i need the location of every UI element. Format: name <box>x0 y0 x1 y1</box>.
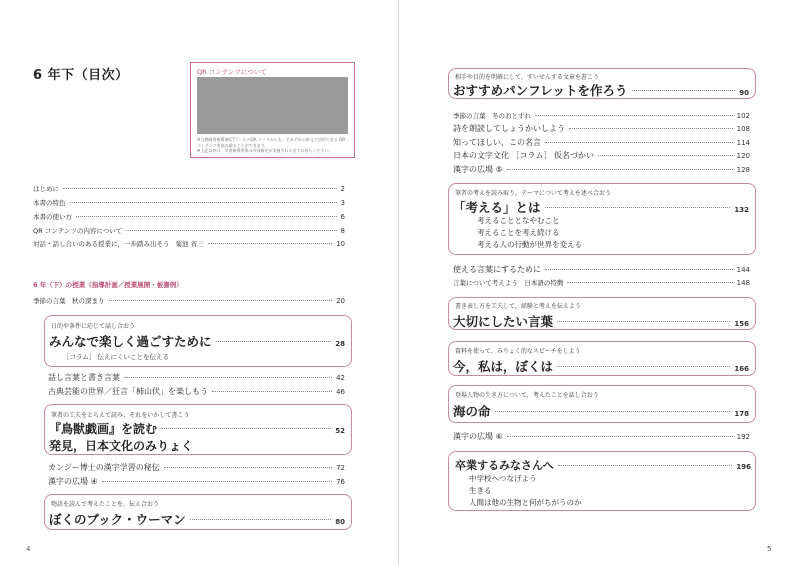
toc-entry-r-list1-2[interactable] <box>453 137 750 148</box>
unit-caption: 書き表し方を工夫して，経験と考えを伝えよう <box>455 303 581 310</box>
leader-dots <box>126 230 336 231</box>
unit-title-row <box>453 198 749 216</box>
unit-title-row <box>49 332 345 350</box>
toc-page: 8 <box>340 227 345 235</box>
toc-page: 2 <box>340 185 345 193</box>
toc-entry-r-list3-0[interactable] <box>453 431 750 442</box>
toc-page: 132 <box>734 206 749 214</box>
toc-page: 166 <box>734 365 749 373</box>
toc-page: 20 <box>336 297 345 305</box>
qr-box-note <box>197 137 350 154</box>
toc-entry-intro-3[interactable] <box>33 226 345 235</box>
qr-note-2: ※上記以外は，学習指導要領の内容指定が実施されるまでお待ちください。 <box>197 148 333 153</box>
unit-title-2: 発見，日本文化のみりょく <box>49 439 194 453</box>
unit-caption: 登場人物の生き方について，考えたことを話し合おう <box>455 392 599 399</box>
leader-dots <box>557 321 730 322</box>
unit-card-r3[interactable] <box>448 297 756 330</box>
toc-page: 128 <box>736 166 750 174</box>
toc-label: 季節の言葉 秋の深まり <box>33 297 105 305</box>
toc-author: 菊池 省三 <box>175 240 204 248</box>
leader-dots <box>495 411 731 412</box>
unit-caption: 筆者の考えを読み取り，テーマについて考えを述べ合おう <box>455 190 611 197</box>
toc-page: 3 <box>340 199 345 207</box>
toc-label: 古典芸能の世界／狂言「柿山伏」を楽しもう <box>48 387 208 396</box>
unit-sub: 中学校へつなげよう <box>469 474 537 483</box>
qr-image-placeholder <box>197 77 348 134</box>
toc-page: 28 <box>335 340 345 348</box>
toc-entry-r-list1-4[interactable] <box>453 164 750 175</box>
toc-page: 178 <box>734 410 749 418</box>
right-page <box>401 0 800 565</box>
unit-title: 大切にしたい言葉 <box>453 314 554 329</box>
toc-entry-r-list1-0[interactable] <box>453 111 750 120</box>
unit-card-3[interactable] <box>44 494 352 530</box>
toc-label: 日本の文字文化 ［コラム］ 仮名づかい <box>453 151 595 160</box>
leader-dots <box>190 519 332 520</box>
section-heading: 6 年（下）の授業（指導計画／授業展開・板書例） <box>33 281 183 289</box>
leader-dots <box>161 428 331 429</box>
unit-title: おすすめパンフレットを作ろう <box>453 83 628 98</box>
unit-caption: 筆者の工夫をとらえて読み，それをいかして書こう <box>51 412 190 419</box>
toc-label: 言葉について考えよう 日本語の特徴 <box>453 279 564 287</box>
toc-page: 90 <box>739 89 749 97</box>
toc-label: 対話・話し合いのある授業に，一歩踏み出そう <box>33 240 170 248</box>
leader-dots <box>545 207 731 208</box>
toc-page: 46 <box>336 388 345 396</box>
unit-card-2[interactable] <box>44 404 352 455</box>
unit-card-r6[interactable] <box>448 451 756 511</box>
leader-dots <box>124 377 332 378</box>
unit-sub: 生きる <box>469 486 492 495</box>
leader-dots <box>76 216 337 217</box>
page-number: 5 <box>767 545 772 553</box>
leader-dots <box>164 467 332 468</box>
unit-card-r5[interactable] <box>448 385 756 423</box>
leader-dots <box>70 202 337 203</box>
leader-dots <box>598 155 733 156</box>
toc-page: 102 <box>736 112 750 120</box>
toc-label: 本書の使い方 <box>33 213 72 221</box>
unit-title-row <box>453 357 749 375</box>
qr-note-1: ※当教師用指導書ICTツールのQR コードからも，それぞれの単元で活用できる QR コンテンツを読み取ることができます。 <box>197 137 346 148</box>
unit-title-row <box>455 457 751 473</box>
toc-page: 52 <box>335 427 345 435</box>
leader-dots <box>109 300 333 301</box>
toc-entry-mid2-1[interactable] <box>48 476 345 487</box>
leader-dots <box>212 391 332 392</box>
unit-title-row <box>453 312 749 330</box>
toc-page: 120 <box>736 152 750 160</box>
toc-entry-r-list1-3[interactable] <box>453 150 750 161</box>
unit-sub: 人間は他の生物と何がちがうのか <box>469 498 582 507</box>
toc-entry-intro-4[interactable] <box>33 239 345 248</box>
unit-title: 「考える」とは <box>453 200 541 215</box>
toc-label: カンジー博士の漢字学習の秘伝 <box>48 463 160 472</box>
toc-entry-r-list2-1[interactable] <box>453 278 750 287</box>
unit-caption: 日的や条件に応じて話し合おう <box>51 323 136 330</box>
leader-dots <box>535 115 733 116</box>
leader-dots <box>63 188 337 189</box>
leader-dots <box>545 269 733 270</box>
toc-page: 148 <box>736 279 750 287</box>
leader-dots <box>632 90 736 91</box>
toc-label: 漢字の広場 ④ <box>48 477 98 486</box>
toc-label: 本書の特色 <box>33 199 66 207</box>
toc-label: QR コンテンツの内容について <box>33 227 123 235</box>
unit-title: 卒業するみなさんへ <box>455 459 554 472</box>
unit-title: 『鳥獣戯画』を読む <box>49 422 158 436</box>
unit-title: ぼくのブック・ウーマン <box>49 512 186 527</box>
toc-entry-intro-1[interactable] <box>33 198 345 207</box>
toc-page: 72 <box>336 464 345 472</box>
toc-entry-mid1-1[interactable] <box>48 386 345 397</box>
leader-dots <box>208 243 333 244</box>
leader-dots <box>216 341 332 342</box>
unit-caption: 相手や目的を明確にして，すいせんする文章を書こう <box>455 74 599 81</box>
unit-title-row <box>49 420 345 437</box>
unit-caption: 物語を読んで考えたことを，伝え合おう <box>51 501 160 508</box>
unit-title-row <box>453 402 749 420</box>
unit-title: みんなで楽しく過ごすために <box>49 334 212 349</box>
unit-title-row <box>453 81 749 99</box>
left-page <box>0 0 399 565</box>
unit-sub: 考えることを考え続ける <box>477 228 560 237</box>
unit-card-r4[interactable] <box>448 341 756 376</box>
page-number: 4 <box>26 545 31 553</box>
leader-dots <box>569 128 733 129</box>
toc-page: 192 <box>736 433 750 441</box>
toc-page: 80 <box>335 518 345 526</box>
toc-page: 10 <box>336 240 345 248</box>
leader-dots <box>507 169 733 170</box>
unit-sub: ［コラム］ 伝えにくいことを伝える <box>63 353 170 361</box>
toc-label: はじめに <box>33 185 59 193</box>
toc-page: 156 <box>734 320 749 328</box>
unit-caption: 資料を使って，みりょく的なスピーチをしよう <box>455 348 581 355</box>
toc-entry-mid1-0[interactable] <box>48 372 345 383</box>
unit-title-row <box>49 510 345 528</box>
toc-label: 知ってほしい，この名言 <box>453 138 541 147</box>
toc-label: 話し言葉と書き言葉 <box>48 373 120 382</box>
unit-sub: 考えることとなやむこと <box>477 216 560 225</box>
toc-entry-mid2-0[interactable] <box>48 462 345 473</box>
toc-page: 76 <box>336 478 345 486</box>
toc-page: 6 <box>340 213 345 221</box>
qr-contents-box <box>190 62 355 158</box>
leader-dots <box>102 481 332 482</box>
toc-label: 使える言葉にするために <box>453 265 541 274</box>
toc-entry-r-list1-1[interactable] <box>453 123 750 134</box>
qr-box-title: QR コンテンツについて <box>197 68 267 76</box>
unit-title: 海の命 <box>453 404 491 419</box>
toc-page: 108 <box>736 125 750 133</box>
toc-page: 144 <box>736 266 750 274</box>
unit-sub: 考える人の行動が世界を変える <box>477 240 582 249</box>
leader-dots <box>557 366 730 367</box>
leader-dots <box>545 142 733 143</box>
toc-entry-intro-2[interactable] <box>33 212 345 221</box>
toc-page: 42 <box>336 374 345 382</box>
toc-label: 漢字の広場 ⑥ <box>453 432 503 441</box>
leader-dots <box>507 436 733 437</box>
toc-entry-season[interactable] <box>33 296 345 305</box>
leader-dots <box>558 465 733 466</box>
toc-entry-r-list2-0[interactable] <box>453 264 750 275</box>
toc-label: 漢字の広場 ⑤ <box>453 165 503 174</box>
toc-label: 詩を朗読してしょうかいしよう <box>453 124 565 133</box>
toc-page: 114 <box>736 139 750 147</box>
toc-page: 196 <box>736 463 751 471</box>
toc-label: 季節の言葉 冬のおとずれ <box>453 112 531 120</box>
unit-card-r2[interactable] <box>448 183 756 255</box>
toc-entry-intro-0[interactable] <box>33 184 345 193</box>
leader-dots <box>567 282 732 283</box>
page-title: 6 年下（目次） <box>33 68 129 83</box>
unit-card-1[interactable] <box>44 315 352 367</box>
unit-title: 今，私は，ぼくは <box>453 359 554 374</box>
unit-card-r1[interactable] <box>448 68 756 99</box>
